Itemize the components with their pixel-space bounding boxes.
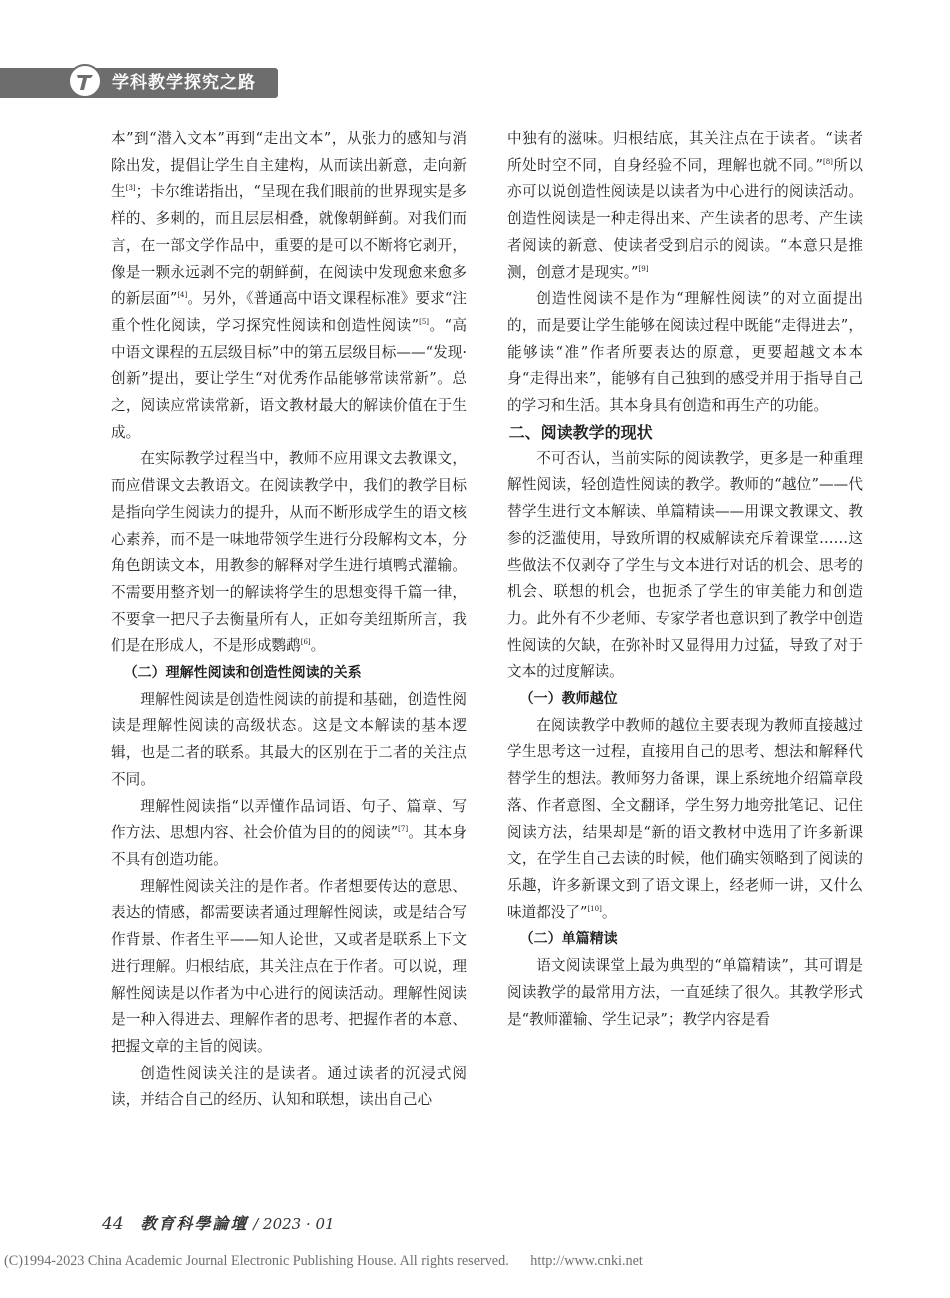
citation: [10]: [587, 904, 602, 913]
paragraph: 本”到“潜入文本”再到“走出文本”，从张力的感知与消除出发，提倡让学生自主建构，从而读出新意，走向新生[3]；卡尔维诺指出，“呈现在我们眼前的世界现实是多样的、多刺的，而且层层相叠，就像朝鲜蓟。对我们而言，在一部文学作品中，重要的是可以不断将它剥开，像是一颗永远剥不完的朝鲜蓟，在阅读中发现愈来愈多的新层面”[4]。另外，《普通高中语文课程标准》要求“注重个性化阅读，学习探究性阅读和创造性阅读”[5]。“高中语文课程的五层级目标”中的第五层级目标——“发现·创新”提出，要让学生“对优秀作品能够常读常新”。总之，阅读应常读常新，语文教材最大的解读价值在于生成。: [111, 130, 467, 441]
citation: [4]: [177, 291, 188, 300]
citation: [3]: [125, 184, 136, 193]
page-footer: [102, 1211, 335, 1234]
paragraph: 在实际教学过程当中，教师不应用课文去教课文，而应借课文去教语文。在阅读教学中，我们的教学目标是指向学生阅读力的提升，从而不断形成学生的语文核心素养，而不是一味地带领学生进行分段解构文本，分角色朗读文本，用教参的解释对学生进行填鸭式灌输。不需要用整齐划一的解读将学生的思想变得千篇一律，不要拿一把尺子去衡量所有人，正如夸美纽斯所言，我们是在形成人，不是形成鹦鹉[6]。: [111, 450, 467, 655]
paragraph: 理解性阅读关注的是作者。作者想要传达的意思、表达的情感，都需要读者通过理解性阅读，或是结合写作背景、作者生平——知人论世，又或者是联系上下文进行理解。归根结底，其关注点在于作者。可以说，理解性阅读是以作者为中心进行的阅读活动。理解性阅读是一种入得进去、理解作者的思考、把握作者的本意、把握文章的主旨的阅读。: [111, 877, 467, 1055]
page-number: 44: [102, 1214, 124, 1234]
subsection-heading: （二）单篇精读: [519, 931, 618, 948]
journal-logo-icon: [68, 64, 102, 98]
left-column: [111, 126, 467, 1114]
source-url[interactable]: http://www.cnki.net: [530, 1253, 643, 1269]
citation: [6]: [300, 638, 311, 647]
section-heading: 二、阅读教学的现状: [508, 422, 653, 442]
citation: [8]: [822, 157, 833, 166]
section-header-title: 学科教学探究之路: [112, 73, 256, 93]
paragraph: 在阅读教学中教师的越位主要表现为教师直接越过学生思考这一过程，直接用自己的思考、想法和解释代替学生的想法。教师努力备课，课上系统地介绍篇章段落、作者意图、全文翻译，学生努力地旁批笔记、记住阅读方法，结果却是“新的语文教材中选用了许多新课文，在学生自己去读的时候，他们确实领略到了阅读的乐趣，许多新课文到了语文课上，经老师一讲，又什么味道都没了”[10]。: [507, 716, 863, 921]
copyright-line: [4, 1253, 643, 1270]
citation: [7]: [398, 825, 409, 834]
issue-number: / 2023 · 01: [253, 1215, 335, 1233]
paragraph: 创造性阅读关注的是读者。通过读者的沉浸式阅读，并结合自己的经历、认知和联想，读出自己心: [111, 1064, 467, 1109]
paragraph: 不可否认，当前实际的阅读教学，更多是一种重理解性阅读，轻创造性阅读的教学。教师的“越位”——代替学生进行文本解读、单篇精读——用课文教课文、教参的泛滥使用，导致所谓的权威解读充斥着课堂……这些做法不仅剥夺了学生与文本进行对话的机会、思考的机会、联想的机会，也扼杀了学生的审美能力和创造力。此外有不少老师、专家学者也意识到了教学中创造性阅读的欠缺，在弥补时又显得用力过猛，导致了对于文本的过度解读。: [507, 449, 863, 681]
subsection-heading: （二）理解性阅读和创造性阅读的关系: [123, 665, 362, 682]
paragraph: 语文阅读课堂上最为典型的“单篇精读”，其可谓是阅读教学的最常用方法，一直延续了很久。其教学形式是“教师灌输、学生记录”；教学内容是看: [507, 957, 863, 1028]
paragraph: 创造性阅读不是作为“理解性阅读”的对立面提出的，而是要让学生能够在阅读过程中既能“走得进去”，能够读“准”作者所要表达的原意，更要超越文本本身“走得出来”，能够有自己独到的感受并用于指导自己的学习和生活。其本身具有创造和再生产的功能。: [507, 290, 863, 415]
copyright-text: (C)1994-2023 China Academic Journal Electronic Publishing House. All rights reserved.: [4, 1253, 509, 1269]
paragraph: 理解性阅读是创造性阅读的前提和基础，创造性阅读是理解性阅读的高级状态。这是文本解读的基本逻辑，也是二者的联系。其最大的区别在于二者的关注点不同。: [111, 690, 467, 788]
right-column: [507, 126, 863, 1033]
subsection-heading: （一）教师越位: [519, 691, 618, 708]
paragraph: 中独有的滋味。归根结底，其关注点在于读者。“读者所处时空不同，自身经验不同，理解也就不同。”[8]所以亦可以说创造性阅读是以读者为中心进行的阅读活动。创造性阅读是一种走得出来、产生读者的思考、产生读者阅读的新意、使读者受到启示的阅读。“本意只是推测，创意才是现实。”[9]: [507, 130, 863, 281]
journal-name: 教育科學論壇: [140, 1214, 249, 1233]
citation: [5]: [419, 317, 430, 326]
citation: [9]: [638, 264, 649, 273]
paragraph: 理解性阅读指“以弄懂作品词语、句子、篇章、写作方法、思想内容、社会价值为目的的阅读”[7]。其本身不具有创造功能。: [111, 797, 467, 868]
